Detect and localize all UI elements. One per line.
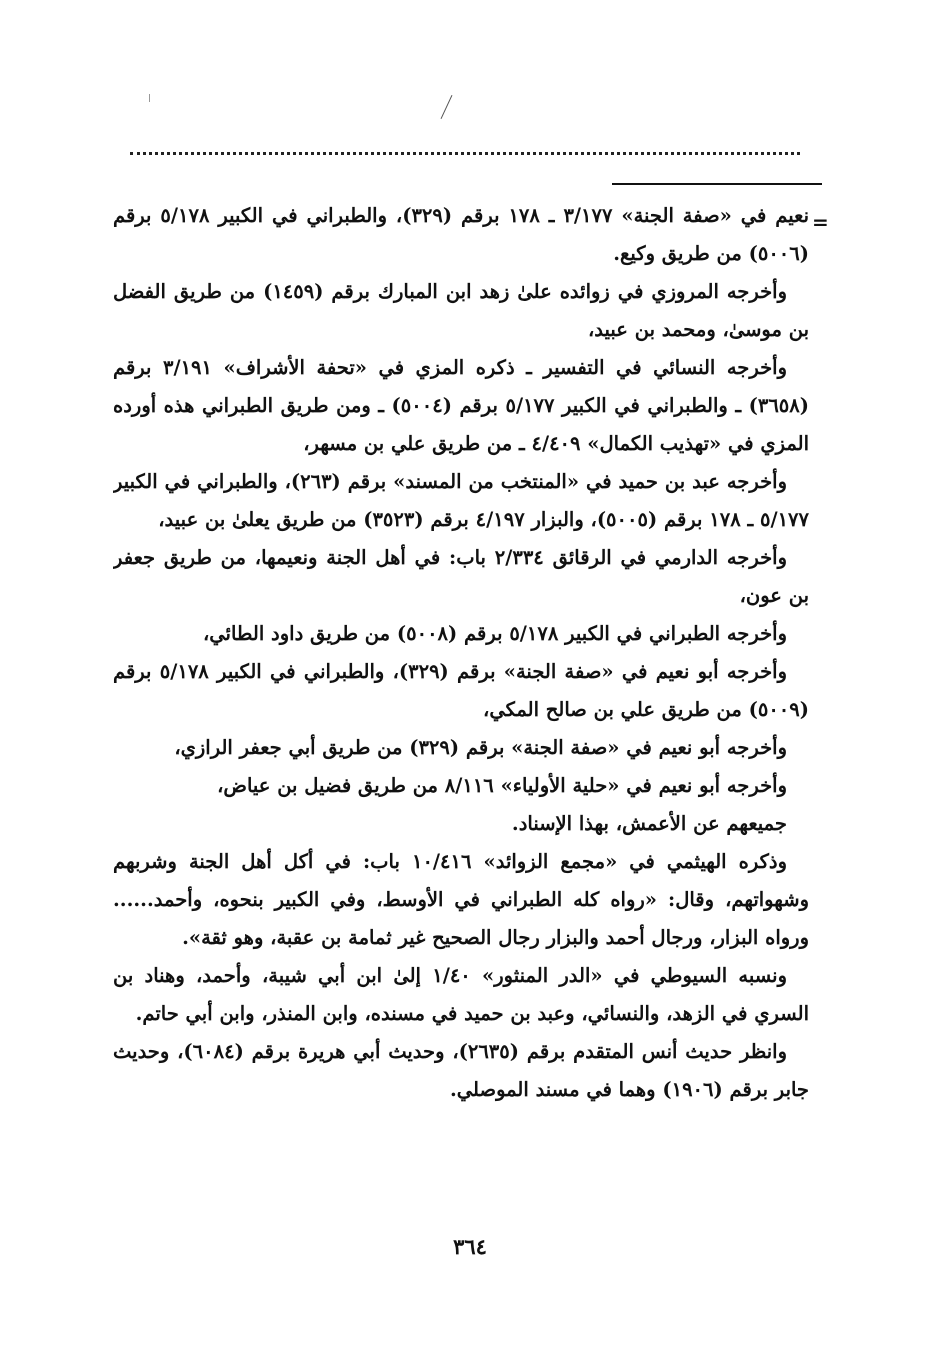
footnote-paragraph: ونسبه السيوطي في «الدر المنثور» ١/٤٠ إلىٰ ابن أبي شيبة، وأحمد، وهناد بن السري في الزهد، والنسائي، وعبد بن حميد في مسنده، وابن المنذر، وابن أبي حاتم. [113, 964, 809, 1025]
footnote-paragraph: وأخرجه النسائي في التفسير ـ ذكره المزي في «تحفة الأشراف» ٣/١٩١ برقم (٣٦٥٨) ـ والطبراني في الكبير ٥/١٧٧ برقم (٥٠٠٤) ـ ومن طريق الطبراني هذه أورده المزي في «تهذيب الكمال» ٤/٤٠٩ ـ من طريق علي بن مسهر، [113, 356, 809, 455]
footnote-paragraph: وذكره الهيثمي في «مجمع الزوائد» ١٠/٤١٦ باب: في أكل أهل الجنة وشربهم وشهواتهم، وقال: «رواه كله الطبراني في الأوسط، وفي الكبير بنحوه، وأحمد...... ورواه البزار، ورجال أحمد والبزار رجال الصحيح غير ثمامة بن عقبة، وهو ثقة». [113, 850, 809, 949]
footnote-paragraph: وأخرجه أبو نعيم في «صفة الجنة» برقم (٣٢٩) من طريق أبي جعفر الرازي، [174, 736, 787, 759]
footnote-paragraph: نعيم في «صفة الجنة» ٣/١٧٧ ـ ١٧٨ برقم (٣٢٩)، والطبراني في الكبير ٥/١٧٨ برقم (٥٠٠٦) من طريق وكيع. [113, 204, 809, 265]
footnote-separator [612, 183, 822, 185]
footnote-paragraph: جميعهم عن الأعمش، بهذا الإسناد. [511, 812, 787, 835]
footnote-paragraph: وانظر حديث أنس المتقدم برقم (٢٦٣٥)، وحديث أبي هريرة برقم (٦٠٨٤)، وحديث جابر برقم (١٩٠٦) وهما في مسند الموصلي. [113, 1040, 809, 1101]
footnote-paragraph: وأخرجه عبد بن حميد في «المنتخب من المسند» برقم (٢٦٣)، والطبراني في الكبير ٥/١٧٧ ـ ١٧٨ برقم (٥٠٠٥)، والبزار ٤/١٩٧ برقم (٣٥٢٣) من طريق يعلىٰ بن عبيد، [113, 470, 809, 531]
footnote-paragraph: وأخرجه الطبراني في الكبير ٥/١٧٨ برقم (٥٠٠٨) من طريق داود الطائي، [203, 622, 787, 645]
footnotes-section [113, 197, 809, 1217]
footnote-paragraph: وأخرجه أبو نعيم في «صفة الجنة» برقم (٣٢٩)، والطبراني في الكبير ٥/١٧٨ برقم (٥٠٠٩) من طريق علي بن صالح المكي، [113, 660, 809, 721]
dotted-separator [130, 152, 800, 155]
continuation-mark: = [812, 210, 829, 234]
scan-stroke [441, 95, 453, 119]
scan-speck [149, 94, 150, 102]
footnote-paragraph: وأخرجه الدارمي في الرقائق ٢/٣٣٤ باب: في أهل الجنة ونعيمها، من طريق جعفر بن عون، [113, 546, 809, 607]
page-number: ٣٦٤ [453, 1234, 487, 1259]
footnote-paragraph: وأخرجه أبو نعيم في «حلية الأولياء» ٨/١١٦ من طريق فضيل بن عياض، [217, 774, 787, 797]
footnote-paragraph: وأخرجه المروزي في زوائده علىٰ زهد ابن المبارك برقم (١٤٥٩) من طريق الفضل بن موسىٰ، ومحمد بن عبيد، [113, 280, 809, 341]
